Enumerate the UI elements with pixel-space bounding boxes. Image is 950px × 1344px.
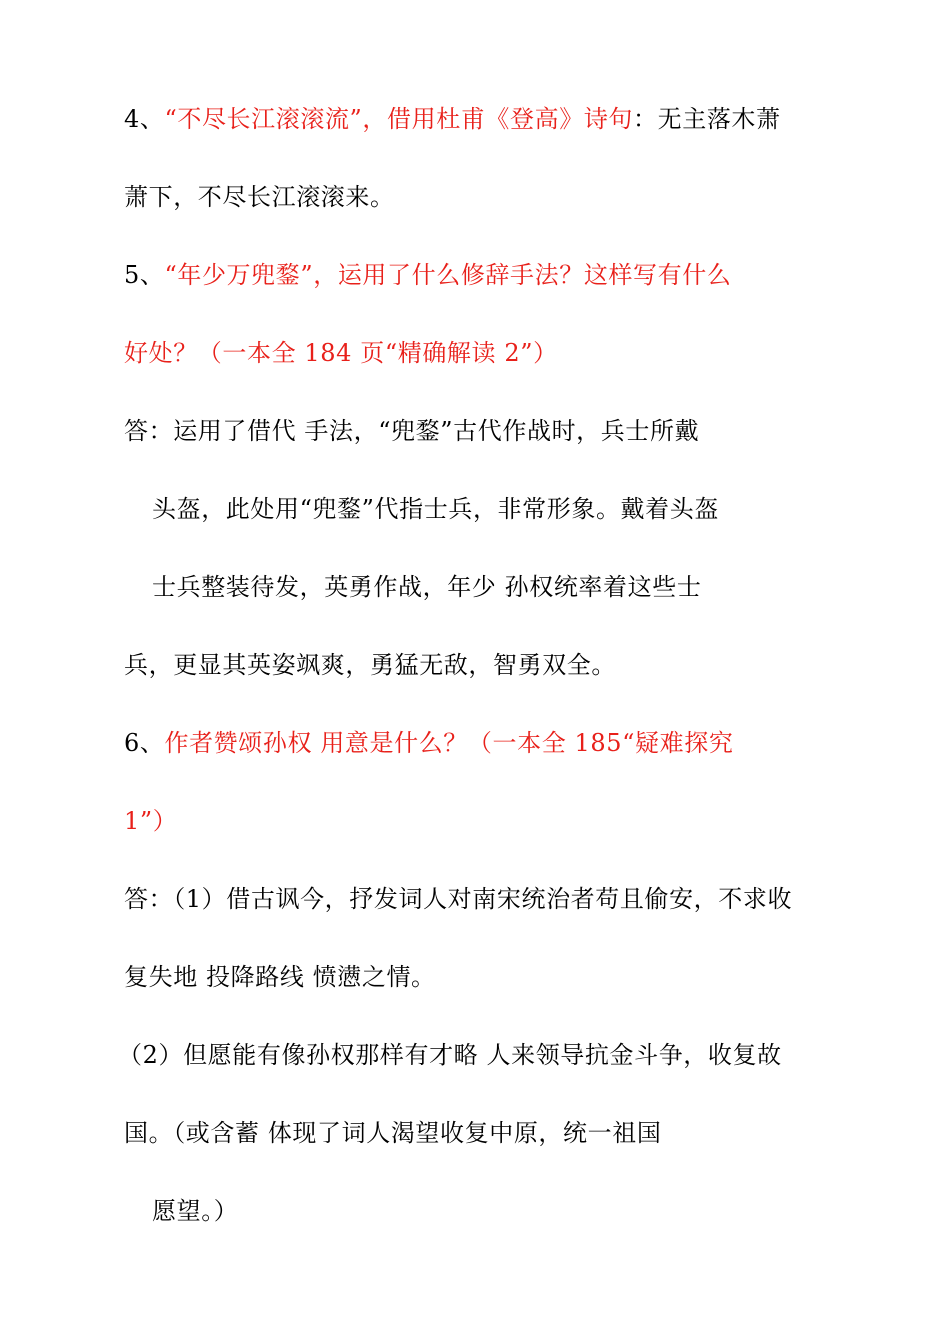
q6-answer-line-3: （2）但愿能有像孙权那样有才略 人来领导抗金斗争，收复故	[118, 1041, 782, 1069]
q4-rest-line-1: ：无主落木萧	[633, 105, 781, 133]
q4-line-2: 萧下，不尽长江滚滚来。	[124, 183, 395, 211]
q5-line-1	[124, 260, 731, 290]
q6-question-line-2: 1”）	[124, 807, 178, 835]
q5-answer-line-4: 兵，更显其英姿飒爽，勇猛无敌，智勇双全。	[124, 651, 616, 679]
q5-answer-line-2: 头盔，此处用“兜鍪”代指士兵，非常形象。戴着头盔	[152, 495, 719, 523]
q5-answer-line-3: 士兵整装待发，英勇作战，年少 孙权统率着这些士	[152, 573, 702, 601]
q4-number: 4、	[124, 105, 165, 133]
q6-question-line-1: 作者赞颂孙权 用意是什么？（一本全 185“疑难探究	[164, 729, 734, 757]
q6-number: 6、	[124, 729, 165, 757]
q6-answer-line-5: 愿望。）	[152, 1197, 239, 1225]
q6-answer-line-2: 复失地 投降路线 愤懑之情。	[124, 963, 436, 991]
q6-answer-line-4: 国。（或含蓄 体现了词人渴望收复中原，统一祖国	[124, 1119, 662, 1147]
q5-question-line-1: “年少万兜鍪”，运用了什么修辞手法？这样写有什么	[164, 261, 732, 289]
q4-line-1	[124, 104, 781, 134]
q4-question: “不尽长江滚滚流”，借用杜甫《登高》诗句	[164, 105, 634, 133]
q6-line-1	[124, 728, 733, 758]
q6-answer-line-1: 答：（1）借古讽今，抒发词人对南宋统治者苟且偷安，不求收	[124, 885, 793, 913]
q5-number: 5、	[124, 261, 165, 289]
q5-answer-line-1: 答：运用了借代 手法，“兜鍪”古代作战时，兵士所戴	[124, 417, 700, 445]
q5-question-line-2: 好处？（一本全 184 页“精确解读 2”）	[124, 339, 558, 367]
